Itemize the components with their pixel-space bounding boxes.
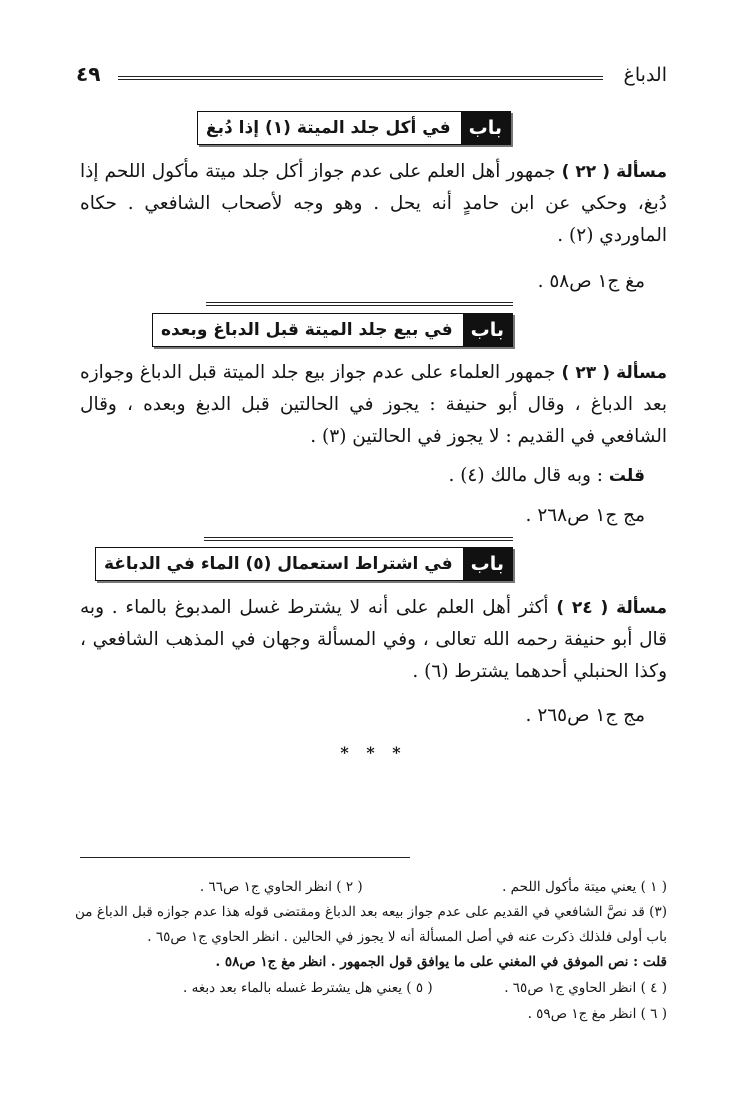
issue-paragraph-22 [80,156,667,252]
chapter-title: في أكل جلد الميتة (١) إذا دُبغ [206,118,451,138]
issue-paragraph-24 [80,592,667,688]
chapter-heading-3 [95,547,513,581]
chapter-rule-2 [206,302,513,306]
footnote-3-line-1: (٣) قد نصَّ الشافعي في القديم على عدم جواز بيعه بعد الدباغ ومقتضى قوله هذا عدم جوازه قبل الدباغ من [75,904,667,920]
chapter-rule-3 [204,537,513,541]
chapter-title: في بيع جلد الميتة قبل الدباغ وبعده [160,320,453,340]
issue-text: أكثر أهل العلم على أنه لا يشترط غسل المدبوغ بالماء . وبه قال أبو حنيفة رحمه الله تعالى ، وفي المسألة وجهان في المذهب الشافعي ، وكذا الحنبلي أحدهما يشترط (٦) . [80,597,667,682]
footnote-2: ( ٢ ) انظر الحاوي ج١ ص٦٦ . [199,879,363,895]
remark-line [448,460,645,492]
chapter-title: في اشتراط استعمال (٥) الماء في الدباغة [103,554,453,574]
chapter-label: باب [463,314,512,346]
footnote-3-remark: قلت : نص الموفق في المغني على ما يوافق قول الجمهور . انظر مغ ج١ ص٥٨ . [215,954,667,970]
footnote-5: ( ٥ ) يعني هل يشترط غسله بالماء بعد دبغه . [183,980,433,996]
issue-label: مسألة ( ٢٣ ) [561,363,667,383]
footnote-4: ( ٤ ) انظر الحاوي ج١ ص٦٥ . [504,980,667,996]
issue-paragraph-23 [80,357,667,453]
chapter-label: باب [461,112,510,144]
footnote-rule [80,857,410,858]
chapter-heading-2 [152,313,513,347]
issue-text: جمهور أهل العلم على عدم جواز أكل جلد ميتة مأكول اللحم إذا دُبغ، وحكي عن ابن حامدٍ أنه يحل . وهو وجه لأصحاب الشافعي . حكاه الماوردي (٢) . [80,161,667,246]
page-number: ٤٩ [76,62,101,86]
issue-label: مسألة ( ٢٢ ) [561,162,667,182]
section-separator: * * * [340,743,407,762]
source-reference-2: مج ج١ ص٢٦٨ . [525,505,645,526]
footnote-6: ( ٦ ) انظر مغ ج١ ص٥٩ . [527,1006,667,1022]
footnote-row-1 [70,876,667,898]
issue-text: جمهور العلماء على عدم جواز بيع جلد الميتة قبل الدباغ وجوازه بعد الدباغ ، وقال أبو حنيفة : يجوز في الحالتين قبل الدبغ وبعده ، وقال الشافعي في القديم : لا يجوز في الحالتين (٣) . [80,362,667,447]
footnote-row-4 [70,977,667,999]
issue-label: مسألة ( ٢٤ ) [556,598,667,618]
footnote-1: ( ١ ) يعني ميتة مأكول اللحم . [502,879,667,895]
source-reference-1: مغ ج١ ص٥٨ . [537,271,645,292]
remark-label: قلت [608,466,645,486]
chapter-heading-1 [197,111,511,145]
running-header [76,60,667,90]
chapter-label: باب [463,548,512,580]
footnote-3-line-2: باب أولى فلذلك ذكرت عنه في أصل المسألة أنه لا يجوز في الحالين . انظر الحاوي ج١ ص٦٥ . [147,929,667,945]
source-reference-3: مج ج١ ص٢٦٥ . [525,705,645,726]
remark-text: : وبه قال مالك (٤) . [448,465,609,486]
header-rule [118,76,603,80]
header-title: الدباغ [623,64,667,86]
